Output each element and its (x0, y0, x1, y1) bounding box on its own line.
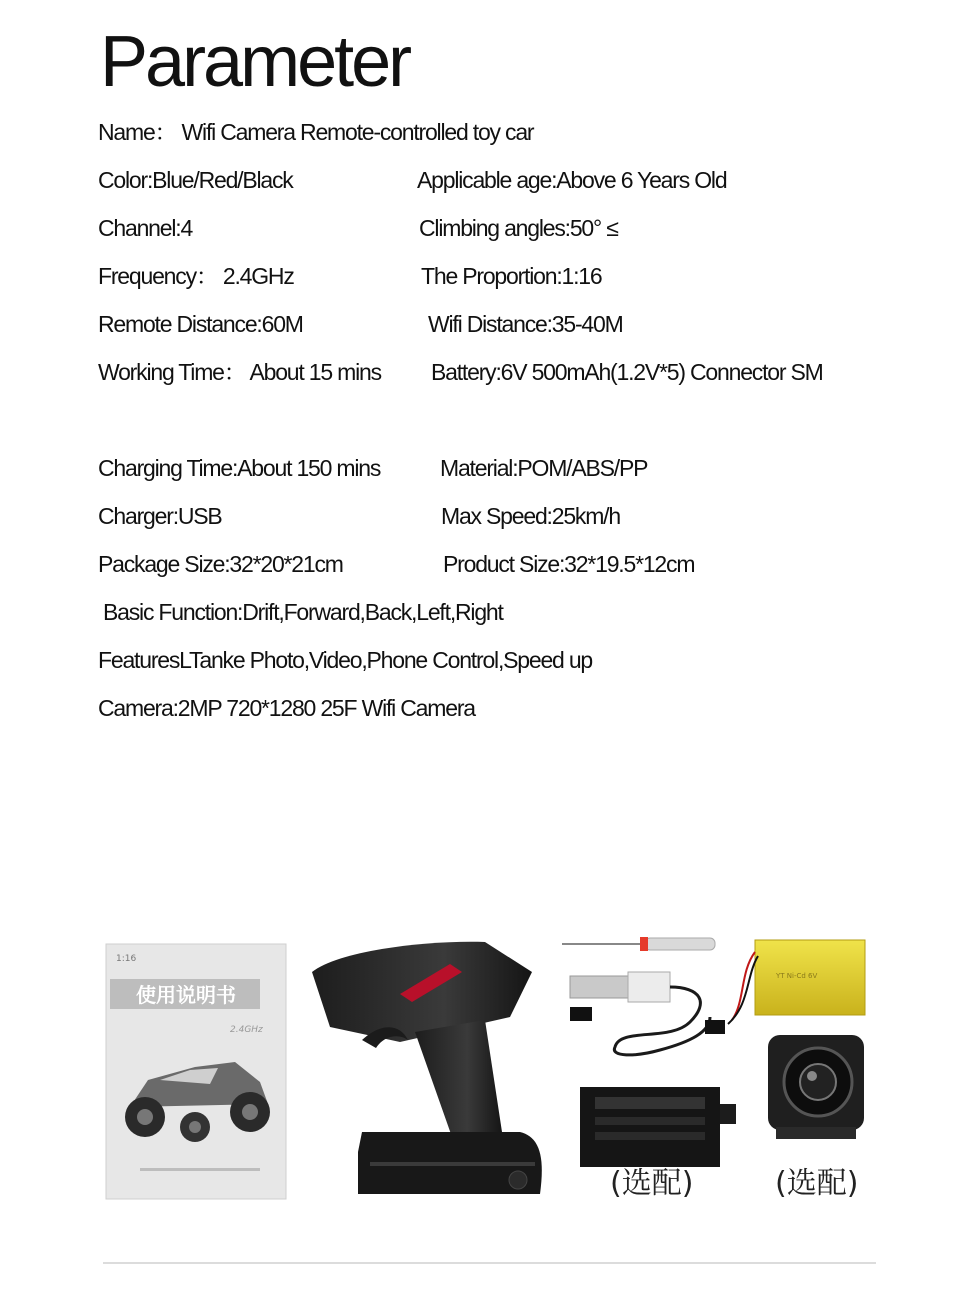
spec-remote-distance: Remote Distance:60M (98, 311, 303, 337)
spec-age: Applicable age:Above 6 Years Old (417, 167, 727, 193)
manual-badge: 2.4GHz (230, 1025, 263, 1035)
optional-label-holder: (选配) (610, 1166, 694, 1201)
manual-heading: 使用说明书 (136, 983, 236, 1007)
spec-charging-time: Charging Time:About 150 mins (98, 455, 381, 481)
spec-package-size: Package Size:32*20*21cm (98, 551, 343, 577)
usb-cable-icon (570, 972, 710, 1055)
divider (103, 1262, 876, 1264)
spec-charger: Charger:USB (98, 503, 222, 529)
manual-scale: 1:16 (116, 954, 137, 964)
phone-holder-icon (580, 1087, 736, 1167)
spec-product-size: Product Size:32*19.5*12cm (443, 551, 695, 577)
spec-camera: Camera:2MP 720*1280 25F Wifi Camera (98, 695, 475, 721)
spec-basic-function: Basic Function:Drift,Forward,Back,Left,Right (103, 599, 503, 625)
battery-label: YT Ni-Cd 6V (776, 972, 818, 980)
page-title: Parameter (100, 22, 410, 102)
spec-features: FeaturesLTanke Photo,Video,Phone Control,Speed up (98, 647, 593, 673)
camera-icon (768, 1035, 864, 1139)
spec-climbing: Climbing angles:50° ≤ (419, 215, 618, 241)
screwdriver-icon (562, 937, 715, 951)
battery-pack-icon (705, 940, 865, 1034)
spec-name: Name： Wifi Camera Remote-controlled toy car (98, 119, 534, 145)
optional-label-camera: (选配) (775, 1166, 859, 1201)
spec-frequency: Frequency： 2.4GHz (98, 263, 294, 289)
package-contents-photo (100, 932, 880, 1207)
spec-proportion: The Proportion:1:16 (421, 263, 602, 289)
spec-max-speed: Max Speed:25km/h (441, 503, 620, 529)
spec-color: Color:Blue/Red/Black (98, 167, 293, 193)
spec-working-time: Working Time： About 15 mins (98, 359, 381, 385)
spec-channel: Channel:4 (98, 215, 193, 241)
spec-battery: Battery:6V 500mAh(1.2V*5) Connector SM (431, 359, 823, 385)
spec-wifi-distance: Wifi Distance:35-40M (428, 311, 623, 337)
instruction-manual (106, 944, 286, 1199)
remote-controller-icon (312, 942, 542, 1194)
spec-material: Material:POM/ABS/PP (440, 455, 648, 481)
